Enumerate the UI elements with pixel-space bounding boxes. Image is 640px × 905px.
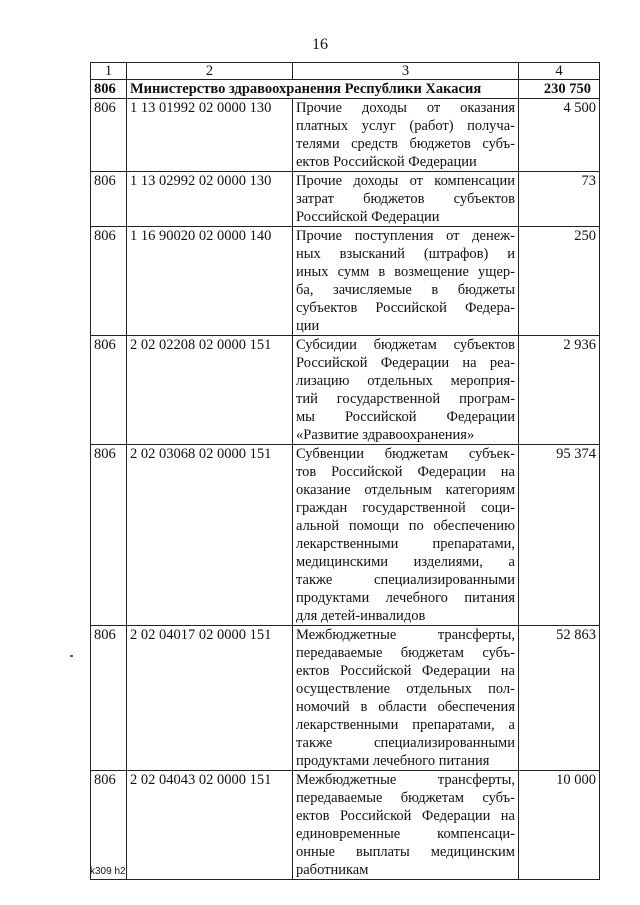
revenue-description-cell [293,445,519,626]
description-line: лизацию отдельных мероприя- [296,373,515,389]
description-line: затрат бюджетов субъектов [296,191,515,207]
admin-code-cell: 806 [91,771,127,880]
table-row [91,771,600,880]
ministry-total: 230 750 [519,80,600,99]
scan-speck [70,655,73,657]
budget-classification-code-cell: 2 02 04043 02 0000 151 [127,771,293,880]
revenue-description-cell [293,172,519,227]
ministry-header-row [91,80,600,99]
budget-classification-code-cell: 1 16 90020 02 0000 140 [127,227,293,336]
description-line: телями средств бюджетов субъ- [296,136,515,152]
description-line: Прочие доходы от компенсации [296,173,515,189]
budget-classification-code-cell: 2 02 04017 02 0000 151 [127,626,293,771]
amount-cell: 73 [519,172,600,227]
amount-cell: 2 936 [519,336,600,445]
column-number: 2 [127,63,293,80]
description-line: работникам [296,862,369,878]
description-line: продуктами лечебного питания [296,753,490,769]
admin-code-cell: 806 [91,172,127,227]
description-line: номочий в области обеспечения [296,699,515,715]
description-line: Российской Федерации на реа- [296,355,515,371]
description-line: ции [296,318,320,334]
budget-classification-code-cell: 1 13 02992 02 0000 130 [127,172,293,227]
description-line: передаваемые бюджетам субъ- [296,645,515,661]
description-line: «Развитие здравоохранения» [296,427,475,443]
description-line: также специализированными [296,572,515,588]
description-line: ектов Российской Федерации на [296,663,515,679]
description-line: лекарственными препаратами, [296,536,515,552]
description-line: также специализированными [296,735,515,751]
ministry-title: Министерство здравоохранения Республики Хакасия [127,80,519,99]
description-line: медицинскими изделиями, а [296,554,515,570]
amount-cell: 52 863 [519,626,600,771]
revenue-description-cell [293,336,519,445]
description-line: ектов Российской Федерации на [296,808,515,824]
revenue-description-cell [293,99,519,172]
description-line: единовременные компенсаци- [296,826,515,842]
description-line: ба, зачисляемые в бюджеты [296,282,515,298]
budget-classification-code-cell: 2 02 02208 02 0000 151 [127,336,293,445]
description-line: онные выплаты медицинским [296,844,515,860]
document-code: k309 h2 [90,866,126,877]
ministry-code: 806 [91,80,127,99]
description-line: Прочие поступления от денеж- [296,228,515,244]
table-row [91,445,600,626]
revenue-description-cell [293,771,519,880]
amount-cell: 10 000 [519,771,600,880]
description-line: осуществление отдельных пол- [296,681,515,697]
column-number: 1 [91,63,127,80]
description-line: мы Российской Федерации [296,409,515,425]
description-line: ектов Российской Федерации [296,154,477,170]
amount-cell: 95 374 [519,445,600,626]
table-row [91,336,600,445]
description-line: Субсидии бюджетам субъектов [296,337,515,353]
description-line: Межбюджетные трансферты, [296,627,515,643]
description-line: Субвенции бюджетам субъек- [296,446,515,462]
description-line: передаваемые бюджетам субъ- [296,790,515,806]
column-number-row [91,63,600,80]
description-line: продуктами лечебного питания [296,590,515,606]
description-line: платных услуг (работ) получа- [296,118,515,134]
admin-code-cell: 806 [91,336,127,445]
admin-code-cell: 806 [91,227,127,336]
revenue-description-cell [293,626,519,771]
description-line: тий государственной програм- [296,391,515,407]
description-line: иных сумм в возмещение ущер- [296,264,515,280]
description-line: лекарственными препаратами, а [296,717,515,733]
description-line: граждан государственной соци- [296,500,515,516]
table-row [91,626,600,771]
amount-cell: 250 [519,227,600,336]
description-line: альной помощи по обеспечению [296,518,515,534]
admin-code-cell: 806 [91,445,127,626]
column-number: 4 [519,63,600,80]
description-line: Прочие доходы от оказания [296,100,515,116]
amount-cell: 4 500 [519,99,600,172]
description-line: Межбюджетные трансферты, [296,772,515,788]
column-number: 3 [293,63,519,80]
admin-code-cell: 806 [91,99,127,172]
revenue-table [90,62,600,880]
description-line: ных взысканий (штрафов) и [296,246,515,262]
revenue-description-cell [293,227,519,336]
description-line: тов Российской Федерации на [296,464,515,480]
admin-code-cell: 806 [91,626,127,771]
table-row [91,99,600,172]
description-line: субъектов Российской Федера- [296,300,515,316]
table-row [91,172,600,227]
budget-classification-code-cell: 2 02 03068 02 0000 151 [127,445,293,626]
table-row [91,227,600,336]
budget-classification-code-cell: 1 13 01992 02 0000 130 [127,99,293,172]
description-line: Российской Федерации [296,209,440,225]
page-number: 16 [312,36,328,53]
description-line: оказание отдельным категориям [296,482,515,498]
description-line: для детей-инвалидов [296,608,426,624]
